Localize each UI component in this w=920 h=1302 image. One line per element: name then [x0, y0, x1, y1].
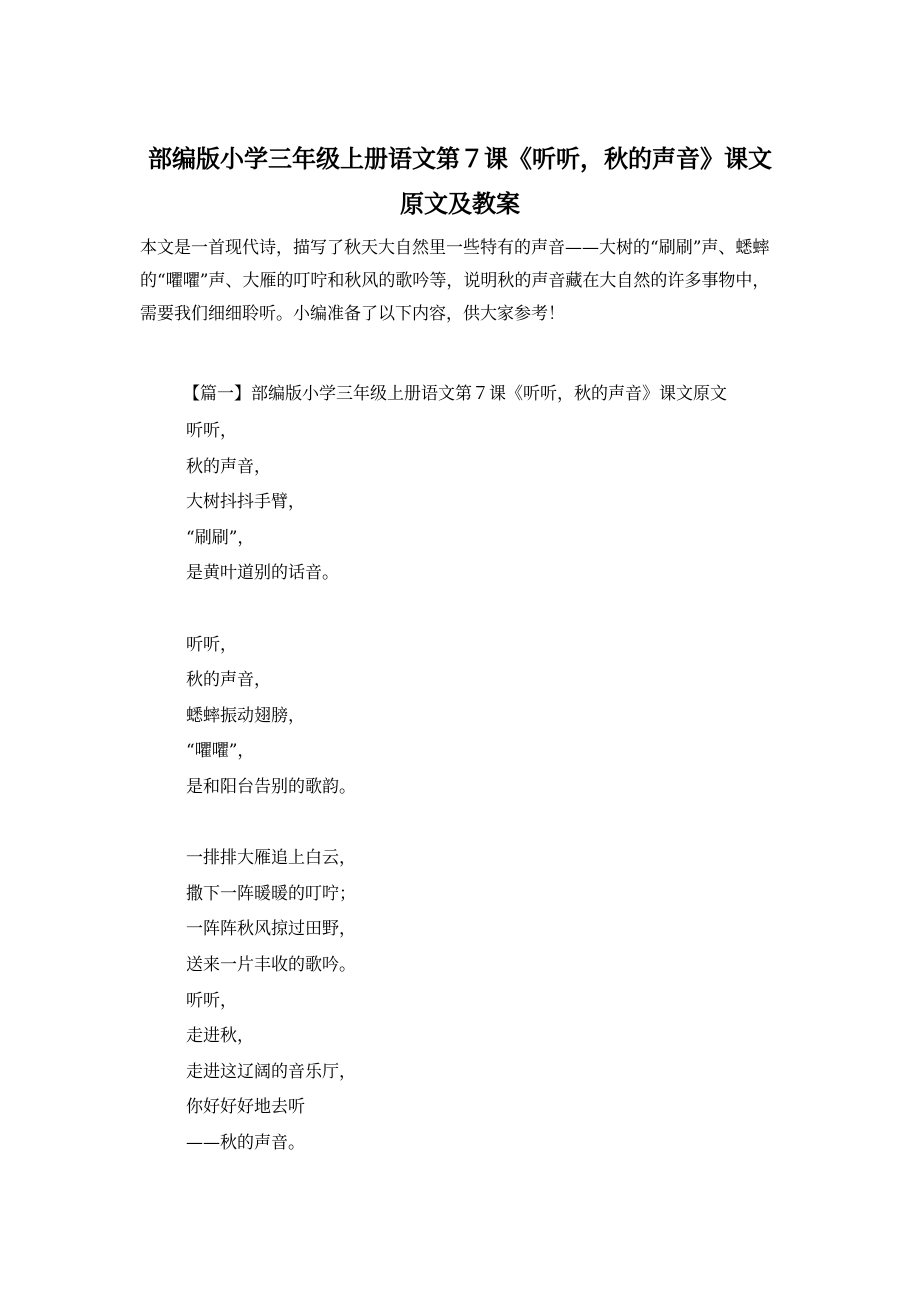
poem-line: 听听， [186, 634, 237, 655]
poem-line: 蟋蟀振动翅膀， [186, 705, 305, 726]
poem-line: 是和阳台告别的歌韵。 [186, 776, 356, 797]
poem-line: 听听， [186, 421, 237, 441]
poem-line: 一阵阵秋风掠过田野， [186, 919, 356, 940]
poem-line: 送来一片丰收的歌吟。 [186, 954, 356, 975]
poem-line: 是黄叶道别的话音。 [186, 563, 339, 584]
poem-stanza-break [186, 806, 746, 842]
intro-paragraph: 本文是一首现代诗，描写了秋天大自然里一些特有的声音——大树的“刷刷”声、蟋蟀的“㘗㘗”声、大雁的叮咛和秋风的歌吟等，说明秋的声音藏在大自然的许多事物中，需要我们细细聆听。小编准备了以下内容，供大家参考！ [140, 238, 770, 324]
poem-line: “㘗㘗”， [186, 741, 255, 762]
poem-line: 秋的声音， [186, 456, 271, 477]
poem-line: 秋的声音， [186, 670, 271, 691]
poem-line: 听听， [186, 990, 237, 1011]
poem-line: 撒下一阵暖暖的叮咛； [186, 883, 356, 904]
document-title: 部编版小学三年级上册语文第７课《听听，秋的声音》课文原文及教案 [148, 144, 772, 218]
poem-line: 大树抖抖手臂， [186, 492, 305, 513]
poem-line: ——秋的声音。 [186, 1132, 305, 1153]
poem-line: 你好好好地去听 [186, 1097, 305, 1118]
poem-line: 走进这辽阔的音乐厅， [186, 1061, 356, 1082]
poem-line: “刷刷”， [186, 527, 255, 548]
poem-text [186, 414, 746, 1161]
poem-line: 走进秋， [186, 1026, 254, 1047]
section-heading: 【篇一】部编版小学三年级上册语文第７课《听听，秋的声音》课文原文 [183, 384, 727, 404]
poem-line: 一排排大雁追上白云， [186, 848, 356, 869]
poem-stanza-break [186, 592, 746, 628]
